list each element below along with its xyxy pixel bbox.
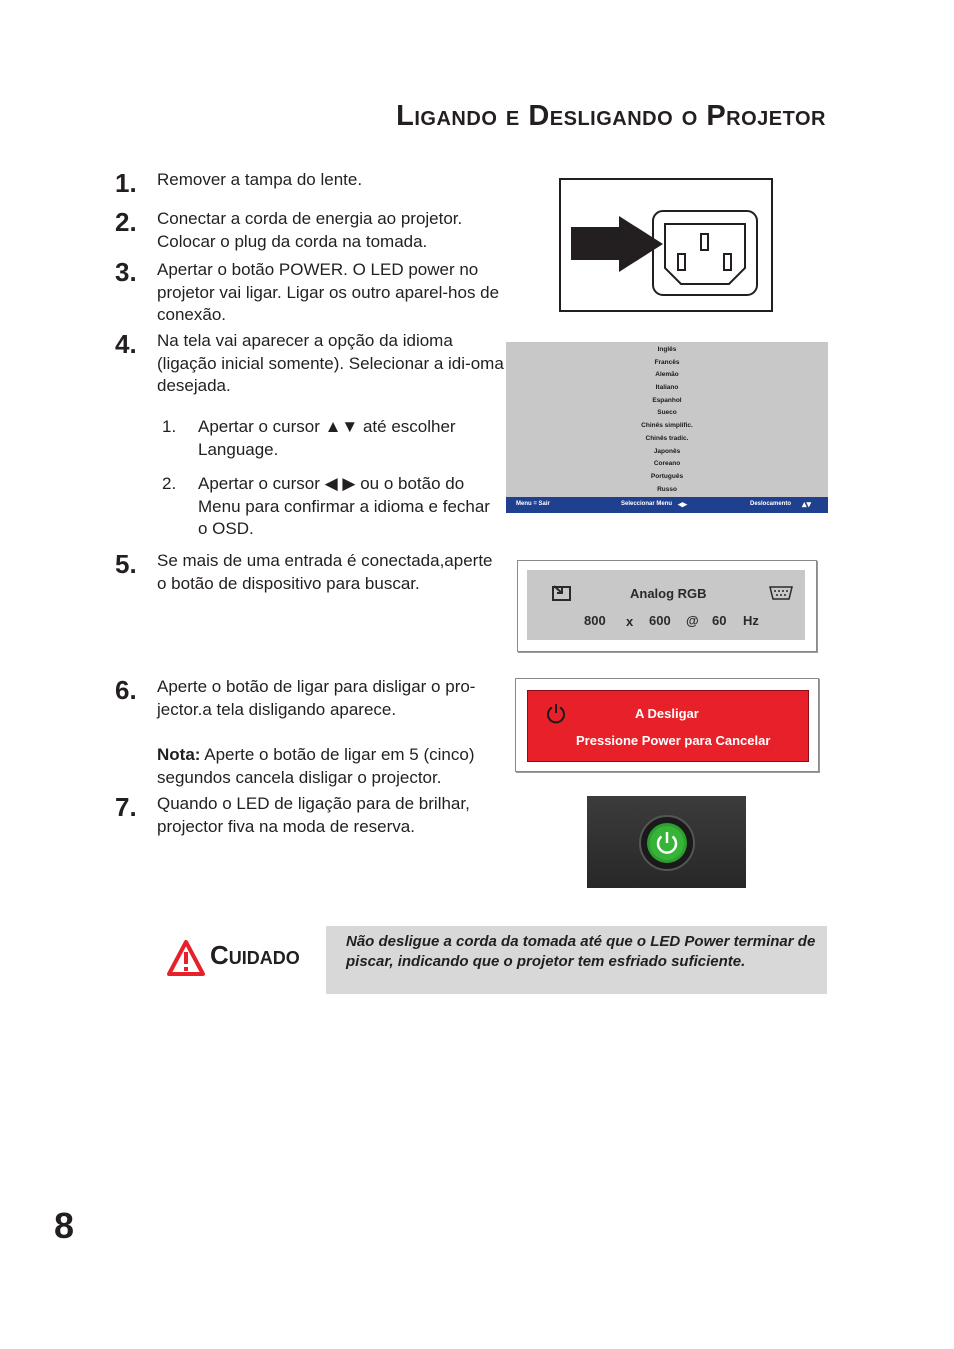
language-item[interactable]: Chinês tradic. bbox=[645, 434, 689, 442]
step-text-4: Na tela vai aparecer a opção da idioma (ligação inicial somente). Selecionar a idi-oma desejada. bbox=[157, 331, 504, 395]
shutdown-dialog bbox=[527, 690, 809, 762]
source-info-panel bbox=[527, 570, 805, 640]
up-down-arrows-icon: ▴▾ bbox=[802, 499, 812, 509]
input-source-icon bbox=[551, 584, 573, 602]
step-text-3: Apertar o botão POWER. O LED power no projetor vai ligar. Ligar os outro aparel-hos de conexão. bbox=[157, 260, 500, 324]
substep-number-2: 2. bbox=[162, 474, 177, 493]
substep-number-1: 1. bbox=[162, 417, 177, 436]
language-menu-screen bbox=[506, 342, 828, 513]
language-item[interactable]: Russo bbox=[657, 485, 677, 493]
step-number-3: 3. bbox=[115, 257, 137, 287]
menu-exit-hint: Menu = Sair bbox=[516, 501, 550, 507]
note-label: Nota: bbox=[157, 745, 201, 764]
language-item[interactable]: Coreano bbox=[653, 460, 681, 468]
vga-connector-icon bbox=[769, 586, 793, 600]
step-number-1: 1. bbox=[115, 168, 137, 198]
language-item[interactable]: Espanhol bbox=[652, 396, 682, 404]
step-text-6: Aperte o botão de ligar para disligar o pro-jector.a tela disligando aparece. bbox=[157, 677, 476, 719]
page-number: 8 bbox=[54, 1205, 75, 1246]
warning-icon bbox=[166, 939, 206, 977]
step-text-5: Se mais de uma entrada é conectada,aperte o botão de dispositivo para buscar. bbox=[157, 551, 493, 593]
caution-label: Cuidado bbox=[210, 940, 300, 970]
source-name: Analog RGB bbox=[630, 586, 707, 601]
language-list bbox=[506, 344, 828, 496]
shutdown-title: A Desligar bbox=[635, 706, 699, 721]
refresh-rate: 60 bbox=[712, 613, 727, 628]
language-item[interactable]: Japonês bbox=[653, 447, 681, 455]
step-number-2: 2. bbox=[115, 207, 137, 237]
step-text-1: Remover a tampa do lente. bbox=[157, 170, 363, 189]
step-number-5: 5. bbox=[115, 549, 137, 579]
language-item[interactable]: Chinês simplific. bbox=[641, 422, 693, 430]
power-led-figure bbox=[587, 796, 746, 888]
language-item[interactable]: Inglês bbox=[657, 346, 677, 353]
power-socket-icon bbox=[561, 180, 771, 310]
shutdown-screen bbox=[515, 678, 819, 772]
shutdown-hint: Pressione Power para Cancelar bbox=[576, 733, 771, 748]
power-icon bbox=[545, 702, 567, 724]
power-socket-figure bbox=[559, 178, 773, 312]
refresh-unit: Hz bbox=[743, 613, 759, 628]
source-info-screen bbox=[517, 560, 817, 652]
step-number-4: 4. bbox=[115, 329, 137, 359]
resolution-separator: x bbox=[626, 614, 634, 629]
at-sign: @ bbox=[686, 613, 699, 628]
language-item[interactable]: Italiano bbox=[655, 384, 679, 392]
caution-box bbox=[326, 926, 827, 994]
step-number-6: 6. bbox=[115, 675, 137, 705]
power-button-icon bbox=[587, 796, 746, 888]
menu-status-bar bbox=[506, 497, 828, 513]
step-text-7: Quando o LED de ligação para de brilhar, projector fiva na moda de reserva. bbox=[157, 794, 470, 836]
language-item[interactable]: Francês bbox=[654, 358, 680, 366]
menu-select-hint: Seleccionar Menu bbox=[621, 501, 673, 507]
language-item[interactable]: Alemão bbox=[655, 371, 679, 379]
note-text: Aperte o botão de ligar em 5 (cinco) segundos cancela disligar o projector. bbox=[157, 745, 475, 787]
step-number-7: 7. bbox=[115, 792, 137, 822]
language-item[interactable]: Português bbox=[650, 472, 684, 480]
language-item[interactable]: Sueco bbox=[657, 409, 677, 417]
caution-text: Não desligue a corda da tomada até que o LED Power terminar de piscar, indicando que o projetor tem esfriado suficiente. bbox=[346, 933, 816, 970]
left-right-arrows-icon: ◂▸ bbox=[678, 499, 688, 509]
substep-text-1: Apertar o cursor ▲▼ até escolher Language. bbox=[198, 417, 456, 459]
resolution-height: 600 bbox=[649, 613, 671, 628]
menu-scroll-hint: Deslocamento bbox=[750, 501, 792, 507]
step-text-2: Conectar a corda de energia ao projetor. Colocar o plug da corda na tomada. bbox=[157, 209, 463, 251]
page-title: Ligando e Desligando o Projetor bbox=[396, 100, 826, 132]
substep-text-2: Apertar o cursor ◀ ▶ ou o botão do Menu para confirmar a idioma e fechar o OSD. bbox=[198, 474, 490, 538]
note bbox=[157, 744, 509, 789]
resolution-width: 800 bbox=[584, 613, 606, 628]
